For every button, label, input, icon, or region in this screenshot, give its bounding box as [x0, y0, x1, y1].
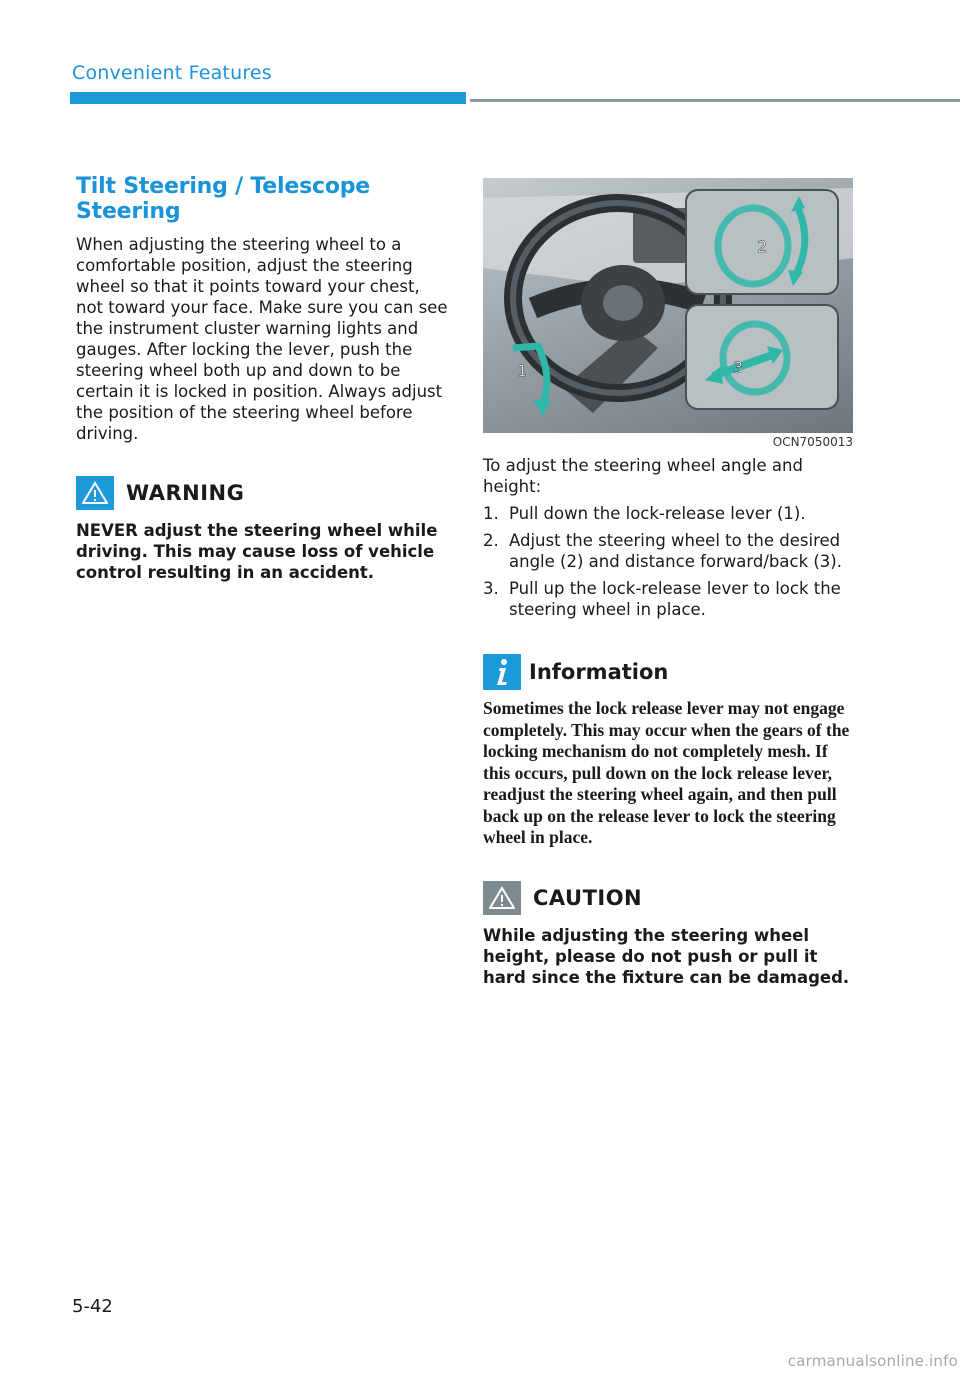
header-rule-accent [70, 92, 466, 104]
information-label: Information [529, 660, 669, 684]
procedure-intro: To adjust the steering wheel angle and height: [483, 456, 803, 496]
steering-illustration [483, 178, 853, 433]
procedure-steps [483, 503, 855, 620]
warning-icon [76, 476, 114, 510]
information-heading [483, 654, 855, 690]
warning-heading [76, 476, 448, 510]
header-rule [470, 99, 960, 102]
right-column [483, 178, 855, 988]
caution-label: CAUTION [533, 885, 643, 910]
svg-text:3: 3 [733, 358, 744, 377]
list-item: 2. Adjust the steering wheel to the desired angle (2) and distance forward/back (3). [483, 531, 842, 571]
page-number: 5-42 [72, 1296, 113, 1317]
figure-code: OCN7050013 [772, 435, 853, 449]
steering-figure [483, 178, 853, 433]
info-icon [483, 654, 521, 690]
chapter-title: Convenient Features [72, 62, 272, 84]
caution-heading [483, 881, 855, 915]
left-column [76, 174, 448, 583]
list-item: 1. Pull down the lock-release lever (1). [483, 504, 806, 523]
section-intro: When adjusting the steering wheel to a comfortable position, adjust the steering wheel so that it points toward your chest, not toward your face. Make sure you can see the instrument cluster warning lights and gauges. After locking the lever, push the steering wheel both up and down to be certain it is locked in position. Always adjust the position of the steering wheel before driving. [76, 235, 448, 443]
caution-text: While adjusting the steering wheel height, please do not push or pull it hard since the fixture can be damaged. [483, 925, 850, 987]
warning-label: WARNING [126, 481, 245, 505]
caution-icon [483, 881, 521, 915]
warning-text: NEVER adjust the steering wheel while driving. This may cause loss of vehicle control resulting in an accident. [76, 521, 438, 582]
list-item: 3. Pull up the lock-release lever to lock the steering wheel in place. [483, 579, 841, 619]
svg-text:2: 2 [757, 237, 768, 256]
information-text: Sometimes the lock release lever may not engage completely. This may occur when the gears of the locking mechanism do not completely mesh. If this occurs, pull down on the lock release lever, readjust the steering wheel again, and then pull back up on the release lever to lock the steering wheel in place. [483, 698, 850, 847]
watermark: carmanualsonline.info [787, 1352, 958, 1370]
section-title: Tilt Steering / Telescope Steering [76, 174, 371, 224]
svg-text:1: 1 [517, 361, 528, 380]
